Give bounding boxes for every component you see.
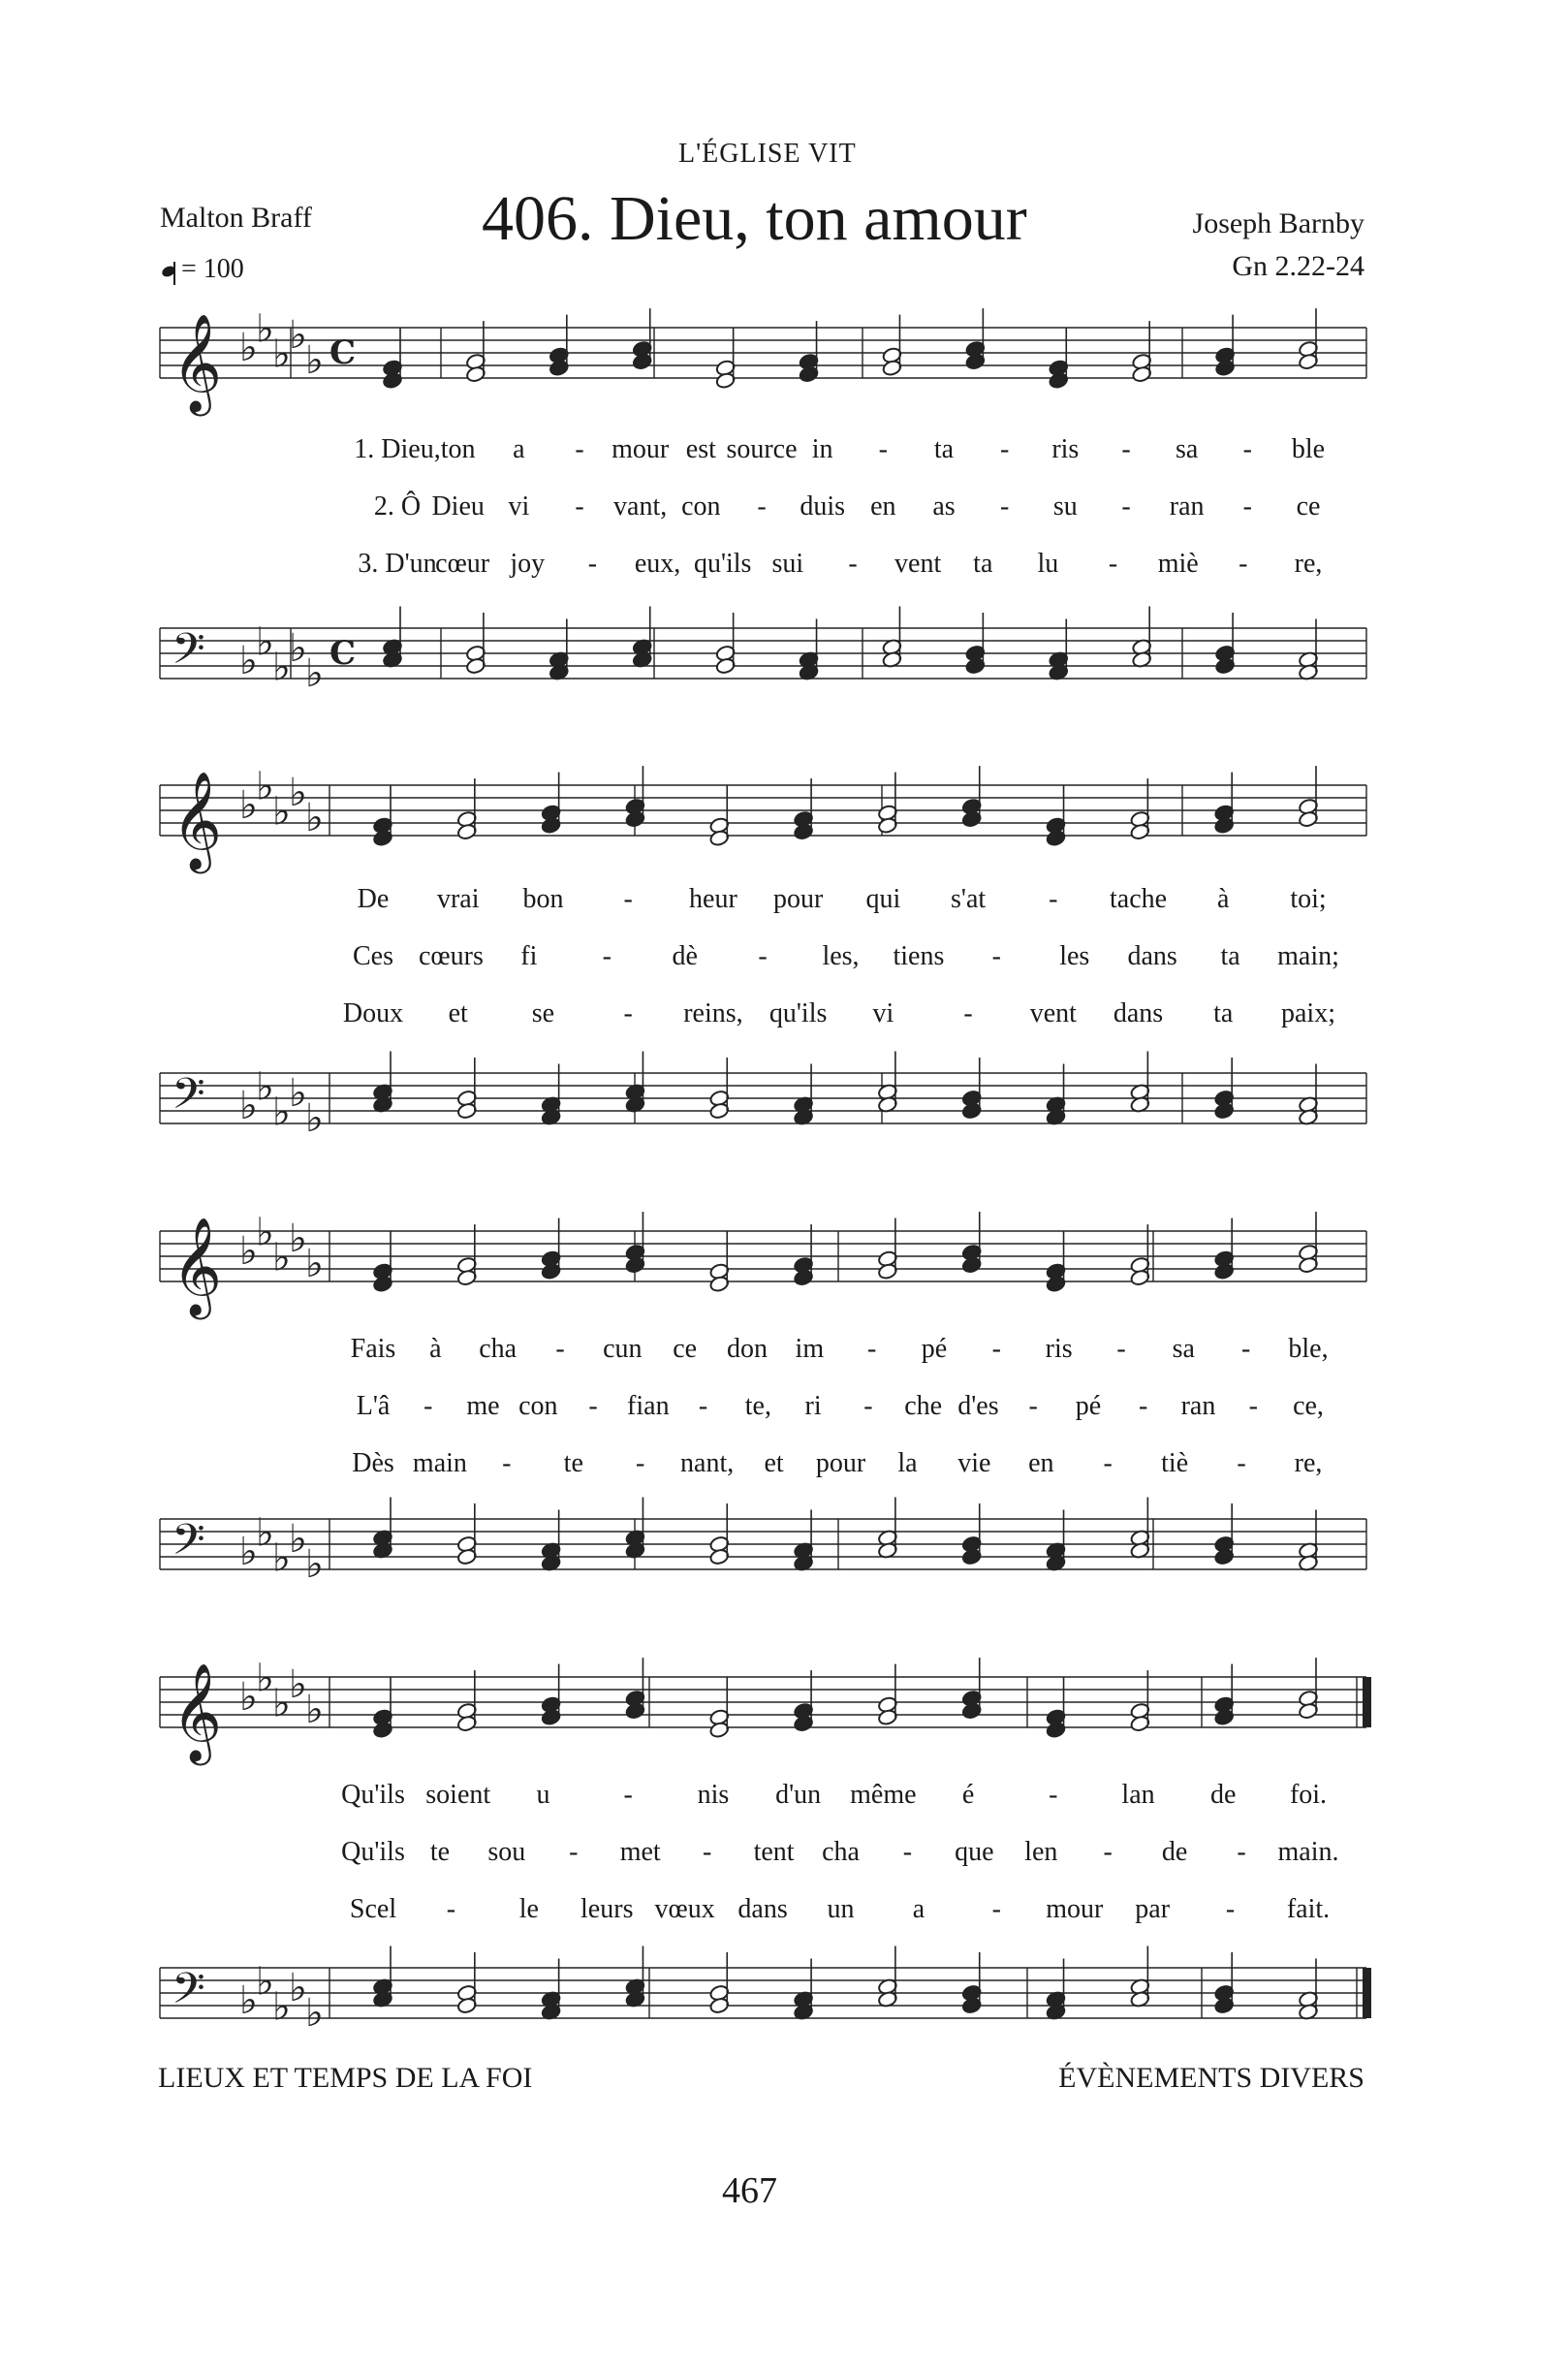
lyric-syllable: te — [563, 1448, 583, 1478]
treble-clef-icon: 𝄞 — [172, 1216, 223, 1315]
lyric-syllable: ta — [933, 434, 955, 464]
bass-clef-icon: 𝄢 — [172, 1068, 205, 1129]
lyric-syllable: lan — [1121, 1780, 1155, 1810]
flat-icon: ♭ — [305, 651, 324, 696]
lyric-syllable: de — [1210, 1780, 1237, 1810]
verse-3-line-4 — [0, 1894, 1568, 1933]
lyric-hyphen: - — [1225, 1894, 1236, 1924]
lyric-hyphen: - — [1028, 1391, 1038, 1421]
lyric-hyphen: - — [1103, 1448, 1113, 1478]
flat-icon: ♭ — [272, 1535, 291, 1581]
lyric-syllable: a — [912, 1894, 925, 1924]
flat-icon: ♭ — [239, 1675, 258, 1720]
lyric-syllable: te — [429, 1837, 451, 1867]
lyric-syllable: à — [429, 1334, 442, 1364]
lyric-syllable: ce — [1296, 491, 1321, 522]
flat-icon: ♭ — [272, 645, 291, 690]
lyric-syllable: 3. D'un — [358, 549, 437, 579]
lyric-hyphen: - — [1240, 1334, 1251, 1364]
lyric-syllable: sui — [771, 549, 804, 579]
lyric-syllable: 2. Ô — [373, 491, 422, 522]
footer-category-right: ÉVÈNEMENTS DIVERS — [1058, 2062, 1364, 2094]
author-credit: Malton Braff — [160, 202, 312, 234]
verse-3-line-3 — [0, 1448, 1568, 1487]
lyric-hyphen: - — [1049, 884, 1058, 914]
lyric-syllable: vœux — [654, 1894, 715, 1924]
lyric-syllable: vi — [872, 998, 894, 1028]
lyric-syllable: main. — [1277, 1837, 1339, 1867]
lyric-syllable: con — [681, 491, 721, 522]
lyric-hyphen: - — [623, 1780, 633, 1810]
lyric-syllable: reins, — [683, 998, 743, 1028]
lyric-syllable: vi — [508, 491, 530, 522]
bass-staff-4 — [0, 1931, 1568, 2067]
lyric-syllable: duis — [800, 491, 845, 522]
lyric-syllable: 1. Dieu, — [354, 434, 441, 464]
lyric-syllable: un — [827, 1894, 855, 1924]
bass-staff-1 — [0, 591, 1568, 727]
bass-staff-3 — [0, 1482, 1568, 1618]
lyric-hyphen: - — [623, 998, 633, 1028]
lyric-hyphen: - — [698, 1391, 708, 1421]
lyric-hyphen: - — [423, 1391, 433, 1421]
lyric-syllable: tent — [753, 1837, 795, 1867]
lyric-hyphen: - — [1239, 549, 1248, 579]
final-bar-thick — [1363, 1677, 1371, 1727]
lyric-syllable: foi. — [1289, 1780, 1328, 1810]
lyric-syllable: tache — [1110, 884, 1168, 914]
verse-2-line-2 — [0, 941, 1568, 980]
flat-icon: ♭ — [256, 1656, 274, 1701]
lyric-syllable: ta — [1220, 941, 1240, 971]
lyric-syllable: ri — [804, 1391, 822, 1421]
lyric-syllable: tiens — [893, 941, 945, 971]
tempo-value: = 100 — [181, 254, 244, 284]
lyric-syllable: me — [466, 1391, 500, 1421]
flat-icon: ♭ — [272, 789, 291, 835]
lyric-syllable: nant, — [680, 1448, 735, 1478]
lyric-syllable: fait. — [1286, 1894, 1331, 1924]
lyric-syllable: qu'ils — [693, 549, 752, 579]
lyric-syllable: L'â — [356, 1391, 391, 1421]
final-bar-thick — [1363, 1968, 1371, 2018]
lyric-syllable: en — [1028, 1448, 1054, 1478]
lyric-hyphen: - — [963, 998, 973, 1028]
lyric-syllable: main — [412, 1448, 467, 1478]
bass-clef-icon: 𝄢 — [172, 1963, 205, 2024]
flat-icon: ♭ — [239, 1978, 258, 2023]
flat-icon: ♭ — [256, 764, 274, 809]
flat-icon: ♭ — [256, 1210, 274, 1255]
lyric-syllable: pour — [772, 884, 824, 914]
verse-3-line-2 — [0, 998, 1568, 1037]
lyric-syllable: d'un — [775, 1780, 822, 1810]
lyric-syllable: que — [955, 1837, 994, 1867]
lyric-syllable: vie — [957, 1448, 991, 1478]
treble-staff-3 — [0, 1194, 1568, 1330]
lyric-syllable: cœur — [435, 549, 490, 579]
lyric-hyphen: - — [1242, 491, 1252, 522]
lyric-syllable: miè — [1157, 549, 1199, 579]
flat-icon: ♭ — [256, 619, 274, 665]
lyric-syllable: cha — [479, 1334, 517, 1364]
flat-icon: ♭ — [289, 771, 307, 815]
lyric-syllable: ce — [673, 1334, 698, 1364]
lyric-syllable: toi; — [1290, 884, 1327, 914]
lyric-syllable: fi — [520, 941, 538, 971]
lyric-syllable: don — [727, 1334, 768, 1364]
lyric-syllable: ris — [1051, 434, 1080, 464]
lyric-hyphen: - — [575, 434, 584, 464]
lyric-syllable: en — [870, 491, 896, 522]
lyric-syllable: pé — [921, 1334, 948, 1364]
lyric-hyphen: - — [1108, 549, 1118, 579]
lyric-hyphen: - — [866, 1334, 877, 1364]
treble-staff-1 — [0, 291, 1568, 427]
lyric-syllable: su — [1052, 491, 1078, 522]
flat-icon: ♭ — [289, 1517, 307, 1562]
lyric-syllable: im — [795, 1334, 825, 1364]
lyric-syllable: u — [536, 1780, 550, 1810]
lyric-hyphen: - — [502, 1448, 512, 1478]
lyric-hyphen: - — [623, 884, 633, 914]
scripture-reference: Gn 2.22-24 — [1232, 250, 1364, 282]
lyric-syllable: ble — [1291, 434, 1326, 464]
lyric-syllable: cha — [822, 1837, 860, 1867]
flat-icon: ♭ — [305, 1242, 324, 1286]
lyric-syllable: ton — [440, 434, 476, 464]
lyric-syllable: as — [932, 491, 956, 522]
flat-icon: ♭ — [256, 306, 274, 352]
verse-2-line-1 — [0, 491, 1568, 530]
bass-clef-icon: 𝄢 — [172, 1514, 205, 1575]
lyric-syllable: con — [518, 1391, 558, 1421]
lyric-hyphen: - — [991, 1894, 1001, 1924]
lyric-syllable: main; — [1277, 941, 1339, 971]
lyric-hyphen: - — [446, 1894, 456, 1924]
lyric-syllable: le — [518, 1894, 539, 1924]
lyric-syllable: mour — [1046, 1894, 1104, 1924]
flat-icon: ♭ — [289, 626, 307, 671]
lyric-hyphen: - — [991, 941, 1001, 971]
flat-icon: ♭ — [256, 1959, 274, 2005]
lyric-hyphen: - — [1237, 1448, 1246, 1478]
lyric-syllable: dans — [737, 1894, 788, 1924]
lyric-hyphen: - — [1121, 491, 1131, 522]
flat-icon: ♭ — [289, 1662, 307, 1707]
lyric-syllable: cœurs — [418, 941, 484, 971]
verse-2-line-4 — [0, 1837, 1568, 1876]
lyric-syllable: che — [904, 1391, 943, 1421]
lyric-hyphen: - — [902, 1837, 913, 1867]
section-heading: L'ÉGLISE VIT — [678, 139, 857, 169]
lyric-syllable: les — [1059, 941, 1090, 971]
hymn-title: 406. Dieu, ton amour — [482, 183, 1027, 254]
lyric-syllable: les, — [822, 941, 860, 971]
common-time-icon: C — [329, 333, 357, 372]
flat-icon: ♭ — [305, 1096, 324, 1141]
verse-3-line-1 — [0, 549, 1568, 587]
lyric-syllable: ta — [973, 549, 993, 579]
lyric-syllable: te, — [744, 1391, 771, 1421]
lyric-syllable: fian — [627, 1391, 670, 1421]
lyric-hyphen: - — [878, 434, 888, 464]
lyric-syllable: re, — [1294, 549, 1323, 579]
lyric-syllable: heur — [689, 884, 737, 914]
lyric-syllable: vant, — [613, 491, 668, 522]
flat-icon: ♭ — [256, 1510, 274, 1556]
treble-clef-icon: 𝄞 — [172, 1661, 223, 1761]
lyric-hyphen: - — [569, 1837, 579, 1867]
lyric-syllable: len — [1024, 1837, 1058, 1867]
lyric-syllable: dans — [1127, 941, 1177, 971]
bass-staff-2 — [0, 1036, 1568, 1172]
lyric-syllable: vrai — [436, 884, 480, 914]
flat-icon: ♭ — [239, 326, 258, 370]
lyric-syllable: De — [357, 884, 390, 914]
lyric-syllable: eux, — [634, 549, 681, 579]
lyric-syllable: ce, — [1293, 1391, 1324, 1421]
treble-clef-icon: 𝄞 — [172, 770, 223, 870]
lyric-hyphen: - — [758, 941, 768, 971]
verse-2-line-3 — [0, 1391, 1568, 1430]
verse-1-line-3 — [0, 1334, 1568, 1373]
lyric-syllable: in — [811, 434, 833, 464]
lyric-syllable: vent — [1029, 998, 1077, 1028]
flat-icon: ♭ — [239, 1530, 258, 1574]
lyric-hyphen: - — [1116, 1334, 1126, 1364]
flat-icon: ♭ — [272, 332, 291, 377]
verse-1-line-2 — [0, 884, 1568, 923]
lyric-syllable: bon — [522, 884, 564, 914]
lyric-syllable: joy — [510, 549, 546, 579]
treble-staff-2 — [0, 748, 1568, 884]
flat-icon: ♭ — [256, 1064, 274, 1110]
lyric-hyphen: - — [1248, 1391, 1258, 1421]
flat-icon: ♭ — [305, 1688, 324, 1732]
lyric-hyphen: - — [1242, 434, 1252, 464]
lyric-syllable: de — [1161, 1837, 1188, 1867]
verse-1-line-4 — [0, 1780, 1568, 1819]
lyric-syllable: qu'ils — [768, 998, 828, 1028]
lyric-hyphen: - — [587, 549, 598, 579]
lyric-syllable: met — [619, 1837, 661, 1867]
bass-clef-icon: 𝄢 — [172, 623, 205, 684]
lyric-syllable: qui — [865, 884, 901, 914]
lyric-syllable: Ces — [353, 941, 393, 971]
lyric-syllable: Dieu — [431, 491, 485, 522]
flat-icon: ♭ — [305, 796, 324, 840]
flat-icon: ♭ — [272, 1681, 291, 1726]
lyric-syllable: par — [1135, 1894, 1171, 1924]
lyric-syllable: re, — [1294, 1448, 1323, 1478]
lyric-syllable: la — [897, 1448, 918, 1478]
lyric-hyphen: - — [575, 491, 584, 522]
composer-credit: Joseph Barnby — [1192, 207, 1364, 239]
lyric-hyphen: - — [863, 1391, 873, 1421]
lyric-hyphen: - — [1121, 434, 1131, 464]
lyric-syllable: Qu'ils — [341, 1780, 405, 1810]
verse-1-line-1 — [0, 434, 1568, 473]
flat-icon: ♭ — [272, 1235, 291, 1281]
lyric-hyphen: - — [1049, 1780, 1058, 1810]
flat-icon: ♭ — [289, 1071, 307, 1116]
lyric-syllable: nis — [697, 1780, 730, 1810]
lyric-syllable: se — [531, 998, 555, 1028]
lyric-hyphen: - — [588, 1391, 598, 1421]
flat-icon: ♭ — [289, 313, 307, 358]
page-number: 467 — [722, 2170, 777, 2211]
lyric-syllable: ble, — [1288, 1334, 1329, 1364]
lyric-syllable: même — [850, 1780, 917, 1810]
lyric-syllable: dè — [672, 941, 698, 971]
lyric-syllable: et — [448, 998, 468, 1028]
lyric-syllable: mour — [612, 434, 670, 464]
lyric-syllable: tiè — [1161, 1448, 1189, 1478]
lyric-syllable: soient — [425, 1780, 491, 1810]
lyric-hyphen: - — [1237, 1837, 1246, 1867]
lyric-syllable: Scel — [349, 1894, 397, 1924]
lyric-hyphen: - — [991, 1334, 1001, 1364]
lyric-syllable: lu — [1037, 549, 1059, 579]
lyric-syllable: et — [764, 1448, 784, 1478]
treble-clef-icon: 𝄞 — [172, 312, 223, 412]
lyric-syllable: pé — [1075, 1391, 1102, 1421]
tempo-marking — [162, 254, 244, 285]
lyric-syllable: sou — [487, 1837, 526, 1867]
lyric-syllable: cun — [603, 1334, 643, 1364]
lyric-syllable: Fais — [350, 1334, 396, 1364]
lyric-syllable: ris — [1045, 1334, 1073, 1364]
lyric-syllable: paix; — [1281, 998, 1335, 1028]
flat-icon: ♭ — [289, 1966, 307, 2010]
flat-icon: ♭ — [305, 1991, 324, 2036]
lyric-syllable: sa — [1175, 434, 1199, 464]
flat-icon: ♭ — [239, 1084, 258, 1128]
lyric-syllable: Dès — [352, 1448, 394, 1478]
treble-staff-4 — [0, 1640, 1568, 1776]
flat-icon: ♭ — [305, 1542, 324, 1587]
lyric-syllable: source — [726, 434, 798, 464]
lyric-hyphen: - — [555, 1334, 565, 1364]
flat-icon: ♭ — [289, 1217, 307, 1261]
lyric-syllable: sa — [1172, 1334, 1195, 1364]
lyric-syllable: ta — [1213, 998, 1234, 1028]
lyric-syllable: d'es — [957, 1391, 999, 1421]
footer-category-left: LIEUX ET TEMPS DE LA FOI — [158, 2062, 533, 2094]
flat-icon: ♭ — [239, 783, 258, 828]
lyric-syllable: ran — [1169, 491, 1205, 522]
lyric-syllable: ran — [1180, 1391, 1216, 1421]
flat-icon: ♭ — [239, 639, 258, 683]
lyric-syllable: est — [685, 434, 716, 464]
lyric-hyphen: - — [636, 1448, 645, 1478]
flat-icon: ♭ — [305, 338, 324, 383]
lyric-syllable: pour — [815, 1448, 866, 1478]
flat-icon: ♭ — [239, 1229, 258, 1274]
flat-icon: ♭ — [272, 1984, 291, 2030]
lyric-syllable: vent — [894, 549, 942, 579]
lyric-hyphen: - — [999, 491, 1010, 522]
lyric-hyphen: - — [702, 1837, 712, 1867]
lyric-syllable: à — [1217, 884, 1230, 914]
lyric-syllable: a — [513, 434, 525, 464]
lyric-syllable: leurs — [580, 1894, 634, 1924]
lyric-syllable: dans — [1113, 998, 1164, 1028]
flat-icon: ♭ — [272, 1090, 291, 1135]
lyric-hyphen: - — [602, 941, 612, 971]
lyric-syllable: é — [961, 1780, 975, 1810]
lyric-hyphen: - — [757, 491, 767, 522]
lyric-syllable: Qu'ils — [341, 1837, 405, 1867]
lyric-hyphen: - — [1103, 1837, 1113, 1867]
lyric-syllable: Doux — [342, 998, 404, 1028]
lyric-hyphen: - — [999, 434, 1010, 464]
common-time-icon: C — [329, 634, 357, 673]
lyric-hyphen: - — [1139, 1391, 1148, 1421]
lyric-syllable: s'at — [951, 884, 987, 914]
lyric-hyphen: - — [848, 549, 858, 579]
